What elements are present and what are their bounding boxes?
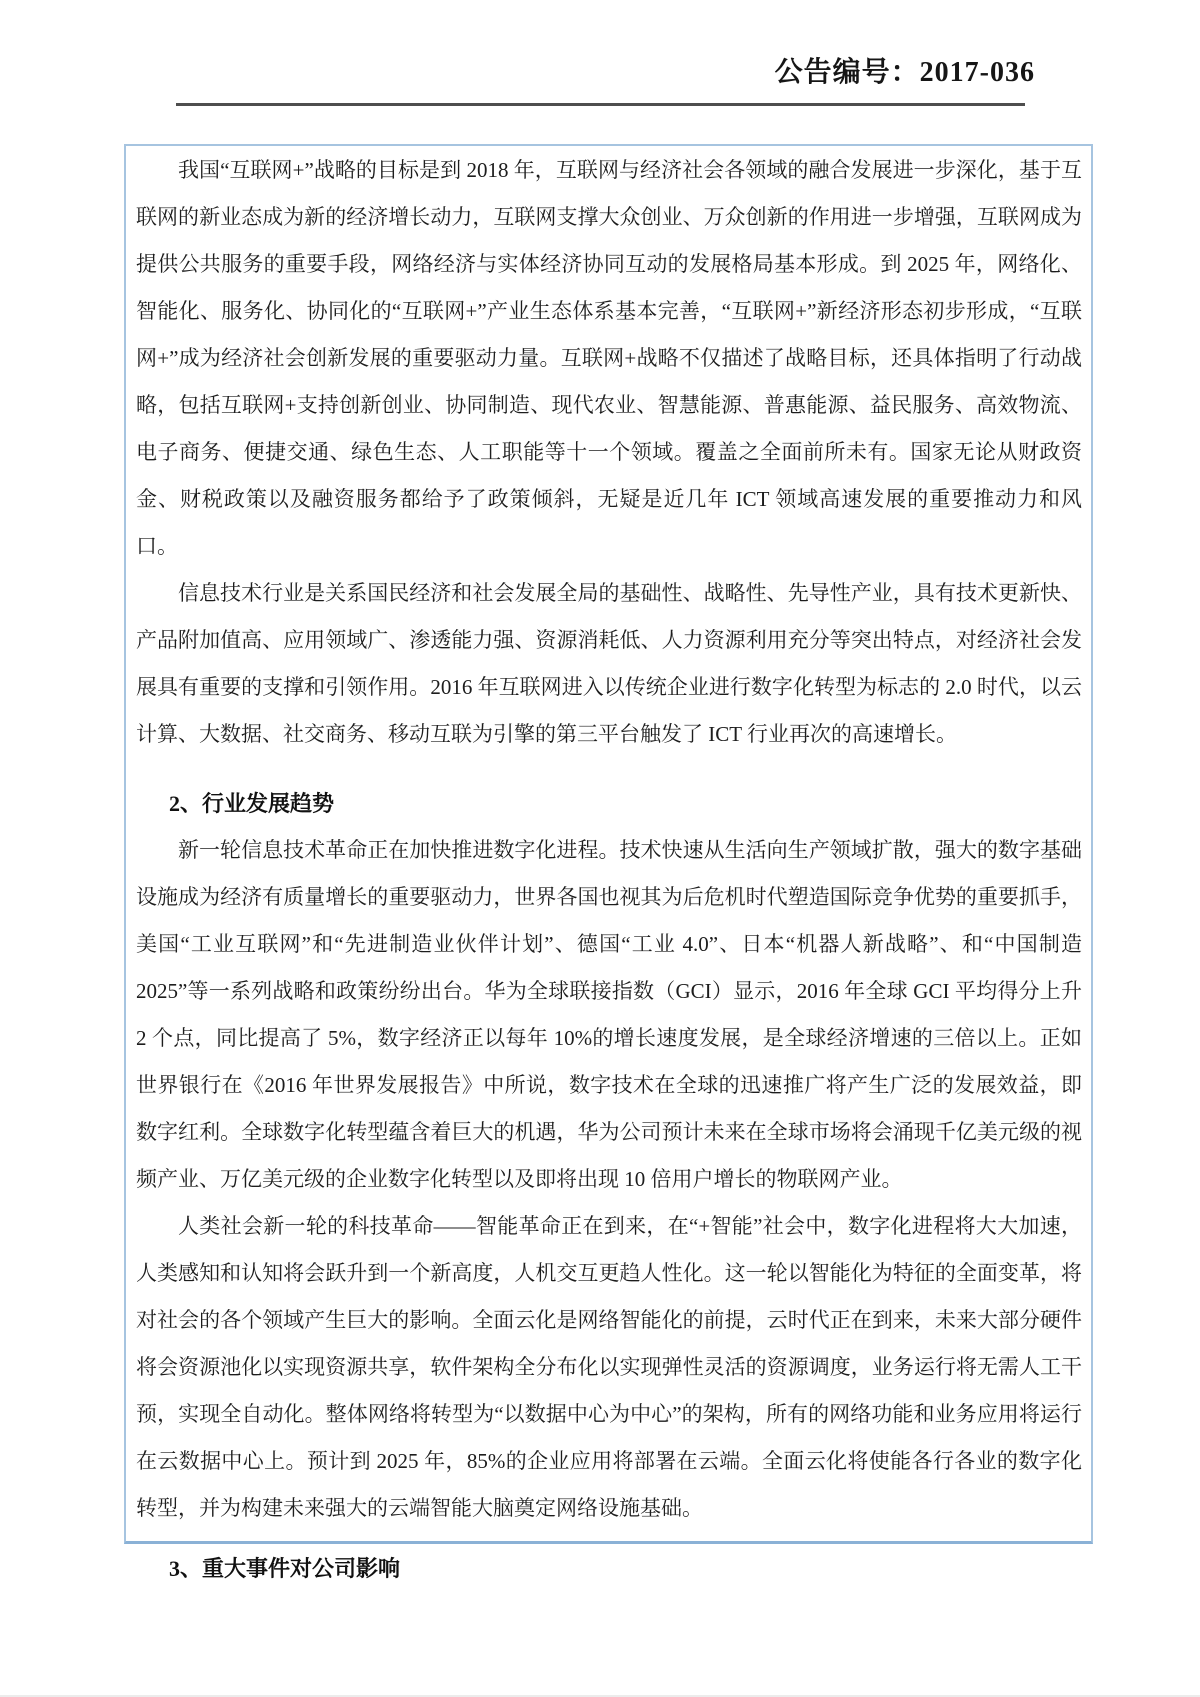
paragraph-it-industry: 信息技术行业是关系国民经济和社会发展全局的基础性、战略性、先导性产业，具有技术更新快、产品附加值高、应用领域广、渗透能力强、资源消耗低、人力资源利用充分等突出特点，对经济社会发展具有重要的支撑和引领作用。2016 年互联网进入以传统企业进行数字化转型为标志的 2.0 时代，以云计算、大数据、社交商务、移动互联为引擎的第三平台触发了 ICT 行业再次的高速增长。 <box>136 581 1082 746</box>
header-rule <box>176 103 1025 106</box>
doc-number-label: 公告编号：2017-036 <box>774 57 1035 88</box>
section-heading-industry-trends: 2、行业发展趋势 <box>169 791 335 816</box>
paragraph-intelligent-revolution: 人类社会新一轮的科技革命——智能革命正在到来，在“+智能”社会中，数字化进程将大大加速，人类感知和认知将会跃升到一个新高度，人机交互更趋人性化。这一轮以智能化为特征的全面变革，将对社会的各个领域产生巨大的影响。全面云化是网络智能化的前提，云时代正在到来，未来大部分硬件将会资源池化以实现资源共享，软件架构全分布化以实现弹性灵活的资源调度，业务运行将无需人工干预，实现全自动化。整体网络将转型为“以数据中心为中心”的架构，所有的网络功能和业务应用将运行在云数据中心上。预计到 2025 年，85%的企业应用将部署在云端。全面云化将使能各行各业的数字化转型，并为构建未来强大的云端智能大脑奠定网络设施基础。 <box>136 1214 1082 1520</box>
paragraph-digitalization-trend: 新一轮信息技术革命正在加快推进数字化进程。技术快速从生活向生产领域扩散，强大的数字基础设施成为经济有质量增长的重要驱动力，世界各国也视其为后危机时代塑造国际竞争优势的重要抓手，美国“工业互联网”和“先进制造业伙伴计划”、德国“工业 4.0”、日本“机器人新战略”、和“中国制造 2025”等一系列战略和政策纷纷出台。华为全球联接指数（GCI）显示，2016 年全球 GCI 平均得分上升 2 个点，同比提高了 5%，数字经济正以每年 10%的增长速度发展，是全球经济增速的三倍以上。正如世界银行在《2016 年世界发展报告》中所说，数字技术在全球的迅速推广将产生广泛的发展效益，即数字红利。全球数字化转型蕴含着巨大的机遇，华为公司预计未来在全球市场将会涌现千亿美元级的视频产业、万亿美元级的企业数字化转型以及即将出现 10 倍用户增长的物联网产业。 <box>136 838 1082 1191</box>
paragraph-internet-plus-strategy: 我国“互联网+”战略的目标是到 2018 年，互联网与经济社会各领域的融合发展进一步深化，基于互联网的新业态成为新的经济增长动力，互联网支撑大众创业、万众创新的作用进一步增强，互联网成为提供公共服务的重要手段，网络经济与实体经济协同互动的发展格局基本形成。到 2025 年，网络化、智能化、服务化、协同化的“互联网+”产业生态体系基本完善，“互联网+”新经济形态初步形成，“互联网+”成为经济社会创新发展的重要驱动力量。互联网+战略不仅描述了战略目标，还具体指明了行动战略，包括互联网+支持创新创业、协同制造、现代农业、智慧能源、普惠能源、益民服务、高效物流、电子商务、便捷交通、绿色生态、人工职能等十一个领域。覆盖之全面前所未有。国家无论从财政资金、财税政策以及融资服务都给予了政策倾斜，无疑是近几年 ICT 领域高速发展的重要推动力和风口。 <box>136 158 1082 558</box>
section-heading-major-events-impact: 3、重大事件对公司影响 <box>169 1556 401 1581</box>
content-box <box>124 144 1093 1581</box>
